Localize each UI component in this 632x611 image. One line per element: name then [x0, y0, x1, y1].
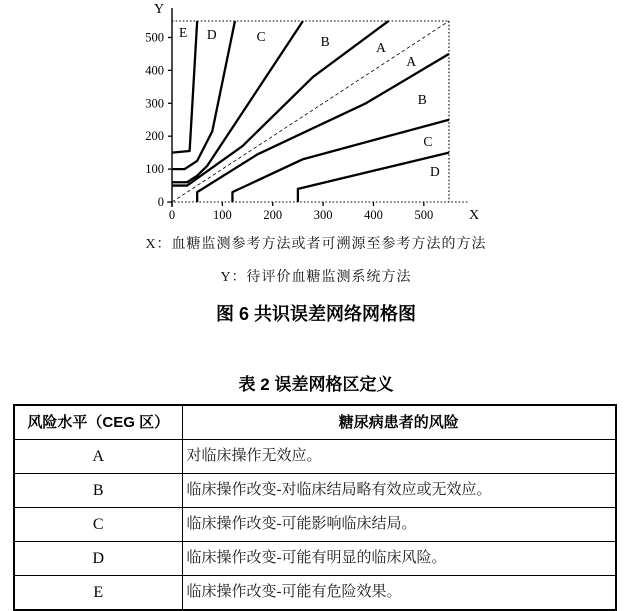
y-tick-label: 300	[145, 96, 164, 111]
zone-label-a-5: A	[406, 54, 417, 70]
identity-line	[172, 21, 449, 202]
cell-zone-level: E	[14, 576, 182, 611]
error-grid-definition-table	[13, 404, 617, 611]
x-axis-letter: X	[468, 208, 480, 223]
x-axis-caption: X：血糖监测参考方法或者可溯源至参考方法的方法	[145, 237, 487, 252]
header-patient-risk: 糖尿病患者的风险	[182, 405, 616, 440]
boundary-upper-D-C	[172, 21, 235, 169]
table-row	[14, 440, 616, 474]
zone-label-d-8: D	[430, 164, 440, 180]
table-row	[14, 474, 616, 508]
cell-zone-level: C	[14, 508, 182, 542]
cell-zone-level: D	[14, 542, 182, 576]
cell-zone-risk: 临床操作改变-可能有危险效果。	[182, 576, 616, 611]
x-tick-label: 500	[414, 208, 434, 222]
table-title: 表 2 误差网格区定义	[238, 375, 394, 394]
boundary-lower-A-B	[197, 54, 449, 202]
cell-zone-level: B	[14, 474, 182, 508]
cell-zone-risk: 临床操作改变-可能有明显的临床风险。	[182, 542, 616, 576]
header-risk-level: 风险水平（CEG 区）	[14, 405, 182, 440]
zone-label-c-2: C	[256, 28, 266, 44]
x-tick-label: 400	[364, 208, 383, 222]
table-row	[14, 508, 616, 542]
boundary-upper-E-D	[172, 21, 197, 153]
zone-label-b-6: B	[417, 91, 427, 107]
y-tick-label: 200	[145, 129, 164, 144]
y-axis-caption: Y：待评价血糖监测系统方法	[220, 270, 412, 285]
x-tick-label: 100	[212, 208, 232, 222]
cell-zone-risk: 临床操作改变-对临床结局略有效应或无效应。	[182, 474, 616, 508]
x-tick-label: 300	[313, 208, 333, 222]
zone-label-d-1: D	[206, 26, 217, 42]
boundary-lower-C-D	[298, 153, 449, 202]
figure-title: 图 6 共识误差网络网格图	[215, 304, 416, 324]
boundary-upper-B-A	[172, 21, 389, 186]
y-tick-label: 0	[157, 195, 164, 209]
cell-zone-risk: 对临床操作无效应。	[182, 440, 616, 474]
cell-zone-level: A	[14, 440, 182, 474]
zone-label-e-0: E	[178, 24, 188, 40]
table-row	[14, 542, 616, 576]
x-tick-label: 200	[263, 208, 283, 222]
cell-zone-risk: 临床操作改变-可能影响临床结局。	[182, 508, 616, 542]
y-axis-letter: Y	[153, 2, 165, 17]
table-row	[14, 576, 616, 611]
consensus-error-grid-figure	[0, 0, 632, 230]
y-tick-label: 100	[145, 162, 164, 177]
y-tick-label: 400	[145, 63, 164, 78]
ceg-chart	[113, 0, 495, 230]
x-tick-label: 0	[168, 208, 176, 222]
table-header-row	[14, 405, 616, 440]
zone-label-b-3: B	[320, 34, 330, 50]
zone-label-a-4: A	[376, 39, 386, 55]
y-tick-label: 500	[145, 30, 164, 45]
zone-label-c-7: C	[423, 134, 433, 150]
